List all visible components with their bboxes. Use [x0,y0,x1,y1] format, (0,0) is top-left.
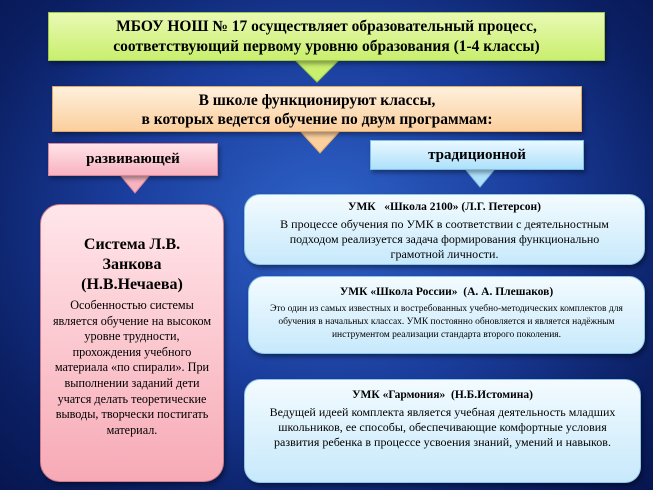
zankov-title-1: Система Л.В. [83,236,181,253]
zankov-title-3: (Н.В.Нечаева) [81,276,183,293]
programs-line-1: В школе функционируют классы, [198,92,436,109]
school-header-box [48,12,605,61]
zankov-system-panel [40,204,224,482]
umk-card-title: УМК «Школа 2100» (Л.Г. Петерсон) [348,201,541,213]
header-line-1: МБОУ НОШ № 17 осуществляет образовательный процесс, [116,18,537,35]
programs-box [52,86,582,132]
header-line-2: соответствующий первому уровню образования (1-4 классы) [113,38,540,55]
developing-label-box: развивающей [48,143,218,176]
umk-card-text: В процессе обучения по УМК в соответствии с деятельностным подходом реализуется задача формирования функционально грамотной личности. [280,217,609,261]
arrow-down-blue [465,169,495,189]
arrow-down-peach [300,131,340,155]
umk-card-text: Ведущей идеей комплекта является учебная деятельность младших школьников, ее способы, обеспечивающие комфортные условия развития ребенка в процессе усвоения знаний, умений и навыков. [269,405,616,449]
arrow-down-pink [120,175,150,195]
umk-card-garmoniya [244,379,641,483]
programs-line-2: в которых ведется обучение по двум программам: [141,111,493,128]
traditional-label-box: традиционной [370,140,584,170]
umk-card-shkola-2100 [244,194,645,265]
zankov-description: Особенностью системы является обучение на высоком уровне трудности, прохождения учебного материала «по спирали». При выполнении заданий дети учатся делать теоретические выводы, творчески постигать материал. [52,298,212,437]
umk-card-title: УМК «Гармония» (Н.Б.Истомина) [352,389,533,401]
umk-card-text: Это один из самых известных и востребованных учебно-методических комплектов для обучения в начальных классах. УМК постоянно обновляется и является надёжным инструментом реализации стандарта второго поколения. [270,304,623,340]
umk-card-shkola-rossii [248,276,645,354]
umk-card-title: УМК «Школа России» (А. А. Плешаков) [339,286,554,298]
arrow-down-green [295,60,339,84]
zankov-title-2: Занкова [102,256,162,273]
